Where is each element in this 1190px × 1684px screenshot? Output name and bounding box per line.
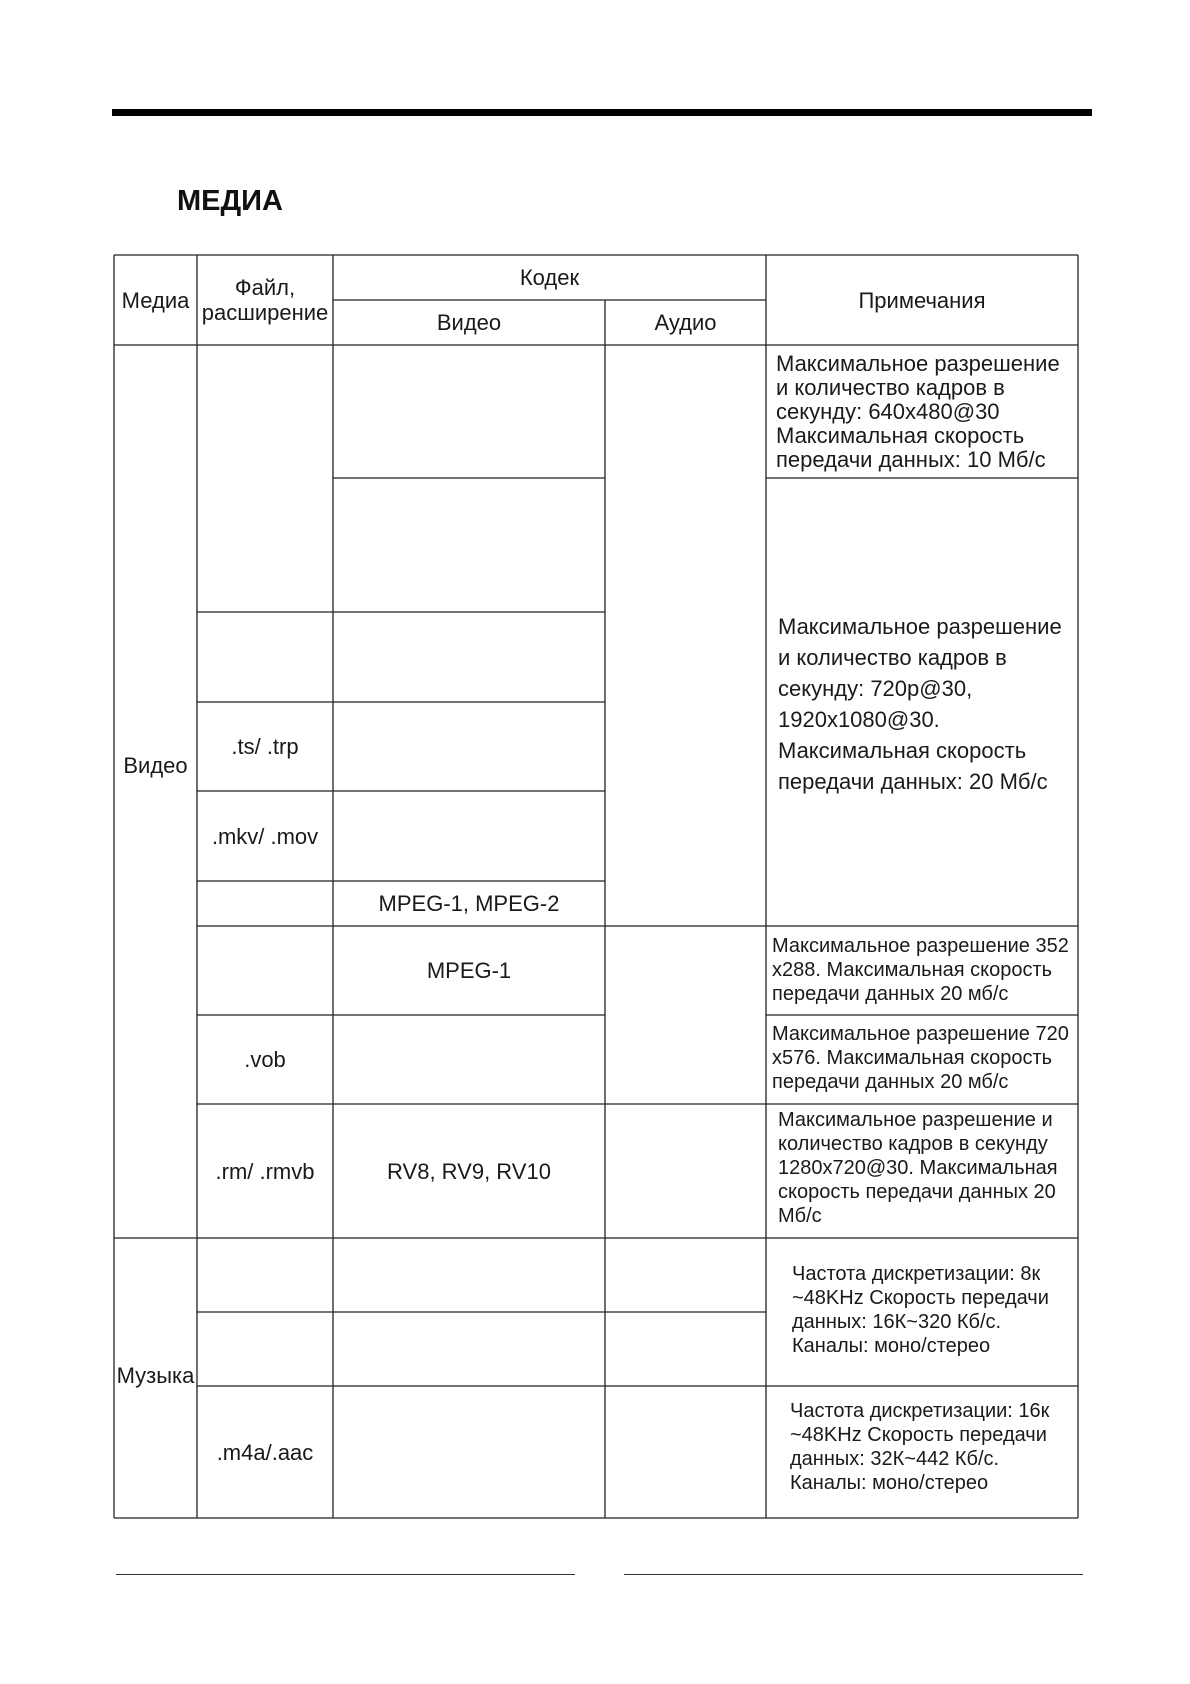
note-line: 1920x1080@30. xyxy=(778,707,940,732)
note-line: секунду: 640x480@30 xyxy=(776,399,1000,424)
note-line: и количество кадров в xyxy=(778,645,1007,670)
note-line: Каналы: моно/стерео xyxy=(792,1335,991,1357)
ext-vob: .vob xyxy=(244,1047,286,1072)
note-line: Максимальная скорость xyxy=(776,423,1025,448)
header-file-line1: Файл, xyxy=(234,275,296,300)
note-line: передачи данных: 10 Мб/с xyxy=(776,447,1046,472)
note-720x576 xyxy=(772,1022,1076,1094)
top-rule xyxy=(112,109,1092,116)
note-352x288 xyxy=(772,934,1076,1006)
note-line: скорость передачи данных 20 xyxy=(778,1181,1056,1203)
header-media: Медиа xyxy=(121,287,190,313)
note-line: Максимальное разрешение и xyxy=(778,1109,1053,1131)
note-line: Частота дискретизации: 16к xyxy=(790,1400,1050,1422)
note-1280x720 xyxy=(778,1108,1076,1228)
note-line: данных: 16К~320 Кб/с. xyxy=(792,1311,1002,1333)
note-line: данных: 32К~442 Кб/с. xyxy=(790,1448,1000,1470)
note-line: Максимальное разрешение xyxy=(778,614,1062,639)
header-audio: Аудио xyxy=(654,310,717,335)
ext-mkv: .mkv/ .mov xyxy=(211,823,319,849)
footer-rule-left xyxy=(116,1574,575,1575)
note-sampling-8k xyxy=(792,1262,1076,1358)
header-codec: Кодек xyxy=(519,265,580,290)
note-line: секунду: 720p@30, xyxy=(778,676,973,701)
header-file xyxy=(197,255,333,345)
codec-mpeg12: MPEG-1, MPEG-2 xyxy=(378,891,560,916)
note-line: Мб/с xyxy=(778,1205,822,1227)
note-1920x1080 xyxy=(778,611,1076,797)
note-line: Максимальная скорость xyxy=(778,738,1027,763)
note-line: передачи данных: 20 Мб/с xyxy=(778,769,1048,794)
note-line: количество кадров в секунду xyxy=(778,1133,1048,1155)
note-line: x576. Максимальная скорость xyxy=(772,1047,1053,1069)
note-line: x288. Максимальная скорость xyxy=(772,959,1053,981)
note-line: ~48KHz Скорость передачи xyxy=(790,1424,1047,1446)
note-line: Частота дискретизации: 8к xyxy=(792,1263,1041,1285)
ext-m4a: .m4a/.aac xyxy=(216,1439,314,1465)
note-line: передачи данных 20 мб/с xyxy=(772,983,1009,1005)
note-line: передачи данных 20 мб/с xyxy=(772,1071,1009,1093)
note-640x480 xyxy=(776,352,1076,472)
header-file-line2: расширение xyxy=(201,300,329,325)
note-line: и количество кадров в xyxy=(776,375,1005,400)
header-notes: Примечания xyxy=(858,287,986,313)
page-title: МЕДИА xyxy=(177,185,283,217)
note-line: Максимальное разрешение 352 xyxy=(772,935,1069,957)
note-line: 1280x720@30. Максимальная xyxy=(778,1157,1058,1179)
note-sampling-16k xyxy=(790,1399,1076,1495)
note-line: Каналы: моно/стерео xyxy=(790,1472,989,1494)
header-video: Видео xyxy=(436,310,502,335)
note-line: Максимальное разрешение xyxy=(776,351,1060,376)
codec-mpeg1: MPEG-1 xyxy=(426,958,512,983)
section-video: Видео xyxy=(123,752,188,778)
note-line: Максимальное разрешение 720 xyxy=(772,1023,1069,1045)
ext-rm: .rm/ .rmvb xyxy=(215,1158,315,1184)
footer-rule-right xyxy=(624,1574,1083,1575)
note-line: ~48KHz Скорость передачи xyxy=(792,1287,1049,1309)
ext-ts: .ts/ .trp xyxy=(231,734,299,759)
section-music: Музыка xyxy=(116,1362,195,1388)
codec-rv: RV8, RV9, RV10 xyxy=(387,1158,551,1184)
